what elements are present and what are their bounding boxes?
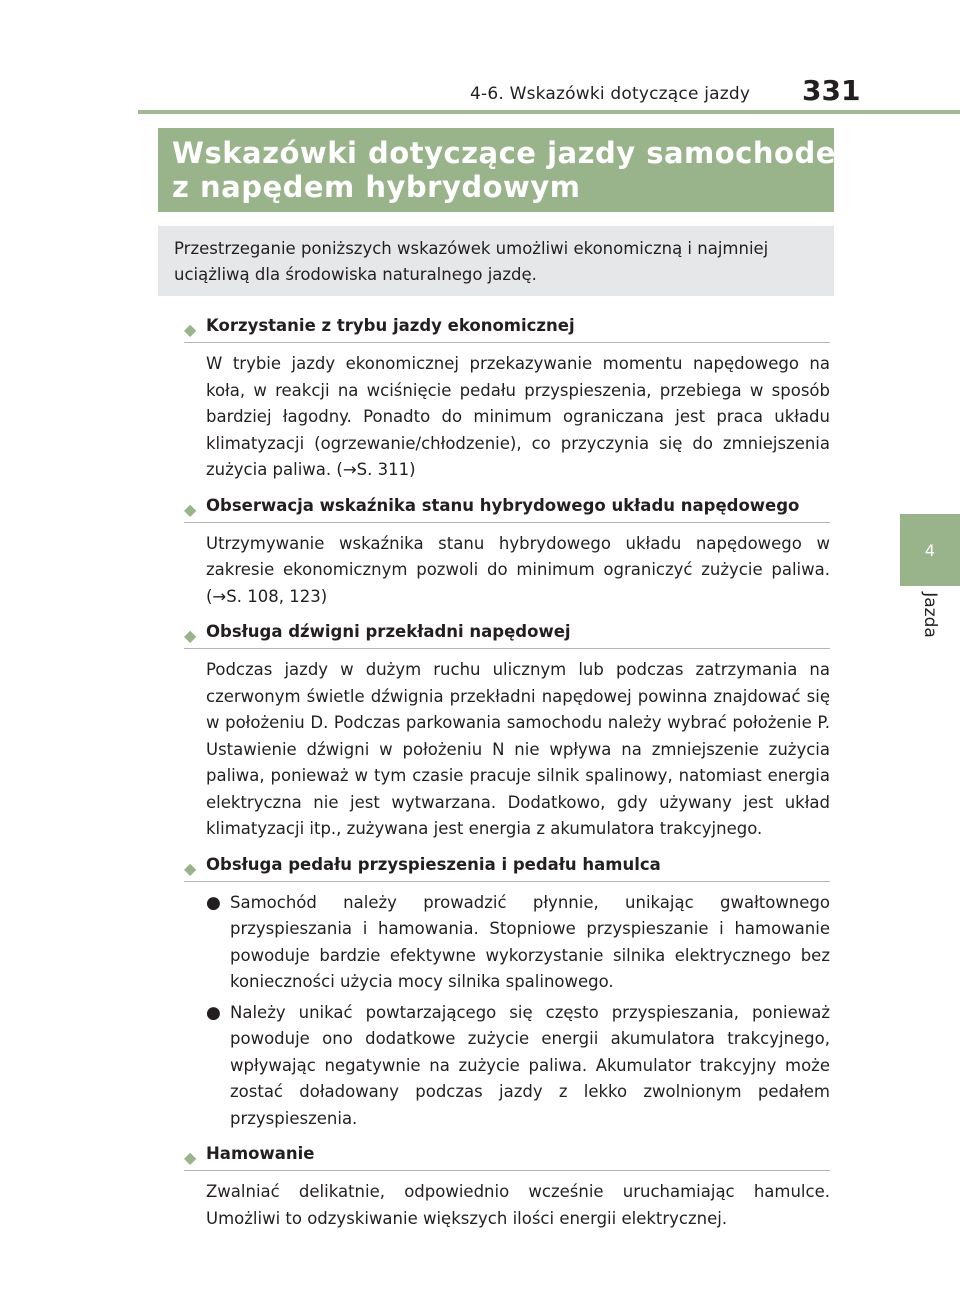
section-paragraph: Zwalniać delikatnie, odpowiednio wcześnie uruchamiając hamulce. Umożliwi to odzyskiwanie większych ilości energii elektrycznej. xyxy=(206,1182,830,1228)
chapter-tab xyxy=(900,514,960,586)
intro-box: Przestrzeganie poniższych wskazówek umożliwi ekonomiczną i najmniej uciążliwą dla środowiska naturalnego jazdę. xyxy=(158,226,834,296)
bullet-text: Należy unikać powtarzającego się często przyspieszania, ponieważ powoduje ono dodatkowe zużycie energii akumulatora trakcyjnego, wpływając negatywnie na zużycie paliwa. Akumulator trakcyjny może zostać doładowany podczas jazdy z lekko zwolnionym pedałem przyspieszenia. xyxy=(230,1002,830,1128)
section-heading-braking xyxy=(184,1142,830,1171)
section-paragraph: W trybie jazdy ekonomicznej przekazywanie momentu napędowego na koła, w reakcji na wciśnięcie pedału przyspieszenia, przebiega w sposób bardziej łagodny. Ponadto do minimum ograniczana jest praca układu klimatyzacji (ogrzewanie/chłodzenie), co przyczynia się do zmniejszenia zużycia paliwa. (→S. 311) xyxy=(206,354,830,479)
diamond-icon: ◆ xyxy=(184,626,197,645)
bullet-item xyxy=(184,1000,830,1133)
title-line-1: Wskazówki dotyczące jazdy samochodem xyxy=(172,136,867,170)
section-heading-indicator xyxy=(184,494,830,523)
chapter-number: 4 xyxy=(924,540,936,560)
page-number: 331 xyxy=(802,74,861,107)
section-heading-shift-lever xyxy=(184,620,830,649)
bullet-text: Samochód należy prowadzić płynnie, unikając gwałtownego przyspieszania i hamowania. Stopniowe przyspieszanie i hamowanie powoduje bardzie efektywne wykorzystanie silnika elektrycznego bez konieczności użycia mocy silnika spalinowego. xyxy=(230,892,830,991)
section-heading-pedals xyxy=(184,853,830,882)
section-heading-text: Korzystanie z trybu jazdy ekonomicznej xyxy=(206,316,575,335)
running-header: 4-6. Wskazówki dotyczące jazdy xyxy=(470,84,751,104)
diamond-icon: ◆ xyxy=(184,858,197,878)
chapter-label-wrap xyxy=(906,585,954,645)
chapter-label: Jazda xyxy=(919,592,940,638)
content xyxy=(184,314,830,1242)
diamond-icon: ◆ xyxy=(184,499,197,519)
section-heading-eco xyxy=(184,314,830,343)
title-banner xyxy=(158,128,867,212)
header-rule xyxy=(138,110,960,114)
section-heading-text: Obsługa dźwigni przekładni napędowej xyxy=(206,622,571,641)
bullet-item xyxy=(184,890,830,996)
diamond-icon: ◆ xyxy=(184,320,197,339)
section-heading-text: Obsługa pedału przyspieszenia i pedału hamulca xyxy=(206,854,661,874)
bullet-icon: ● xyxy=(206,892,221,913)
section-paragraph: Utrzymywanie wskaźnika stanu hybrydowego układu napędowego w zakresie ekonomicznym pozwoli do minimum ograniczyć zużycie paliwa. (→S. 108, 123) xyxy=(206,533,830,606)
section-heading-text: Hamowanie xyxy=(206,1144,315,1163)
section-heading-text: Obserwacja wskaźnika stanu hybrydowego układu napędowego xyxy=(206,495,800,515)
bullet-icon: ● xyxy=(206,1002,221,1023)
diamond-icon: ◆ xyxy=(184,1148,197,1167)
title-line-2: z napędem hybrydowym xyxy=(172,170,581,204)
section-paragraph: Podczas jazdy w dużym ruchu ulicznym lub podczas zatrzymania na czerwonym świetle dźwignia przekładni napędowej powinna znajdować się w położeniu D. Podczas parkowania samochodu należy wybrać położenie P. Ustawienie dźwigni w położeniu N nie wpływa na zmniejszenie zużycia paliwa, ponieważ w tym czasie pracuje silnik spalinowy, natomiast energia elektryczna nie jest wytwarzana. Dodatkowo, gdy używany jest układ klimatyzacji itp., zużywana jest energia z akumulatora trakcyjnego. xyxy=(206,660,830,838)
